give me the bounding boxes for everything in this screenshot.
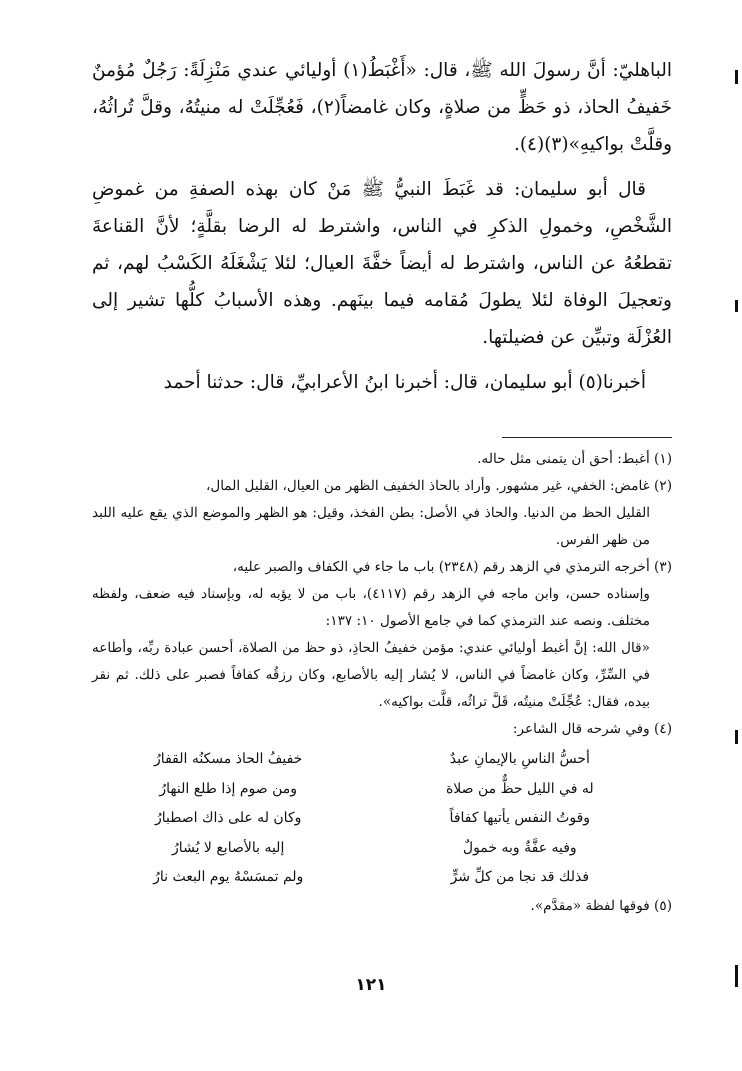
poem-verse — [104, 863, 644, 893]
poem-hemistich-first: له في الليل حظٌّ من صلاة — [445, 780, 594, 797]
footnote-5: (٥) فوقها لفظة «مقدَّم». — [530, 897, 672, 914]
footnote-1: (١) أغبط: أحق أن يتمنى مثل حاله. — [477, 451, 672, 467]
footnotes — [92, 446, 672, 920]
poem-verse — [104, 745, 644, 775]
main-text — [92, 52, 672, 401]
footnote-3-quote: «قال الله: إنَّ أغبط أوليائي عندي: مؤمن خفيفُ الحاذِ، ذو حظ من الصلاة، أحسن عبادة ربِّه، وأطاعه في السِّرِّ، وكان غامضاً في الناس، لا يُشار إليه بالأصابع، وكان رزقُه كفافاً فصبر على ذلك. ثم نقر بيده، فقال: عُجِّلَتْ منيتُه، قَلَّ تراثُه، قلَّت بواكيه». — [92, 640, 650, 710]
poem-hemistich-first: وقوتُ النفس يأتيها كفافاً — [449, 810, 591, 826]
poem-hemistich-second: ومن صوم إذا طلع النهارُ — [159, 780, 297, 797]
footnote-3-head: (٣) أخرجه الترمذي في الزهد رقم (٢٣٤٨) باب ما جاء في الكفاف والصبر عليه، — [232, 559, 672, 575]
page-edge-mark — [735, 70, 738, 84]
footnote-2-head: (٢) غامض: الخفي، غير مشهور. وأراد بالحاذ الخفيف الظهر من العيال، القليل المال، — [206, 478, 672, 494]
footnote-2-body: القليل الحظ من الدنيا. والحاذ في الأصل: بطن الفخذ، وقيل: هو الظهر والموضع الذي يقع عليه اللبد من ظهر الفرس. — [92, 505, 650, 548]
page-number: ١٢١ — [355, 975, 387, 995]
poem-hemistich-second: خفيفُ الحاذ مسكنُه القفارُ — [154, 751, 303, 767]
poem-hemistich-first: فذلك قد نجا من كلِّ شرٍّ — [450, 869, 590, 885]
poem-verse — [104, 775, 644, 805]
poem-verse — [104, 804, 644, 834]
paragraph-commentary: قال أبو سليمان: قد غَبَطَ النبيُّ ﷺ مَنْ كان بهذه الصفةِ من غموضِ الشَّخْصِ، وخمولِ الذكرِ في الناس، واشترط له الرضا بقلَّةٍ؛ لأنَّ القناعةَ تقطعُهُ عن الناس، واشترط له أيضاً خفَّةَ العيال؛ لئلا يَشْغَلَهُ الكَسْبُ لهم، ثم وتعجيلَ الوفاة لئلا يطولَ مُقامه فيما بينَهم. وهذه الأسبابُ كلُّها تشير إلى العُزْلَة وتبيِّن عن فضيلتها. — [92, 179, 672, 348]
page-edge-mark — [735, 730, 738, 744]
paragraph-hadith: الباهليّ: أنَّ رسولَ الله ﷺ، قال: «أَغْبَطُ(١) أوليائي عندي مَنْزِلَةً: رَجُلٌ مُؤمنٌ خَفيفُ الحاذ، ذو حَظٍّ من صلاةٍ، وكان غامضاً(٢)، فَعُجِّلَتْ له منيتُهُ، وقلَّ تُراثُهُ، وقلَّتْ بواكيهِ»(٣)(٤). — [92, 60, 672, 155]
book-page — [92, 52, 672, 920]
poem — [104, 745, 644, 893]
poem-verse — [104, 834, 644, 864]
footnote-3-body: وإسناده حسن، وابن ماجه في الزهد رقم (٤١١٧)، باب من لا يؤبه له، وبإسناد فيه ضعف، ولفظه مختلف. ونصه عند الترمذي كما في جامع الأصول ١٠: ١٣٧: — [92, 586, 650, 629]
poem-hemistich-second: إليه بالأصابع لا يُشارُ — [172, 839, 285, 856]
page-edge-mark — [735, 300, 738, 312]
poem-hemistich-second: ولم تمسَسْهُ يوم البعث نارُ — [153, 869, 304, 885]
poem-hemistich-first: أحسُّ الناسِ بالإيمانِ عبدٌ — [449, 751, 590, 767]
paragraph-isnad: أخبرنا(٥) أبو سليمان، قال: أخبرنا ابنُ الأعرابيِّ، قال: حدثنا أحمد — [163, 372, 646, 393]
footnote-4-head: (٤) وفي شرحه قال الشاعر: — [512, 721, 672, 737]
poem-hemistich-first: وفيه عفَّةٌ وبه خمولٌ — [462, 839, 577, 856]
footnote-divider — [502, 437, 672, 438]
poem-hemistich-second: وكان له على ذاك اصطبارُ — [155, 810, 302, 826]
